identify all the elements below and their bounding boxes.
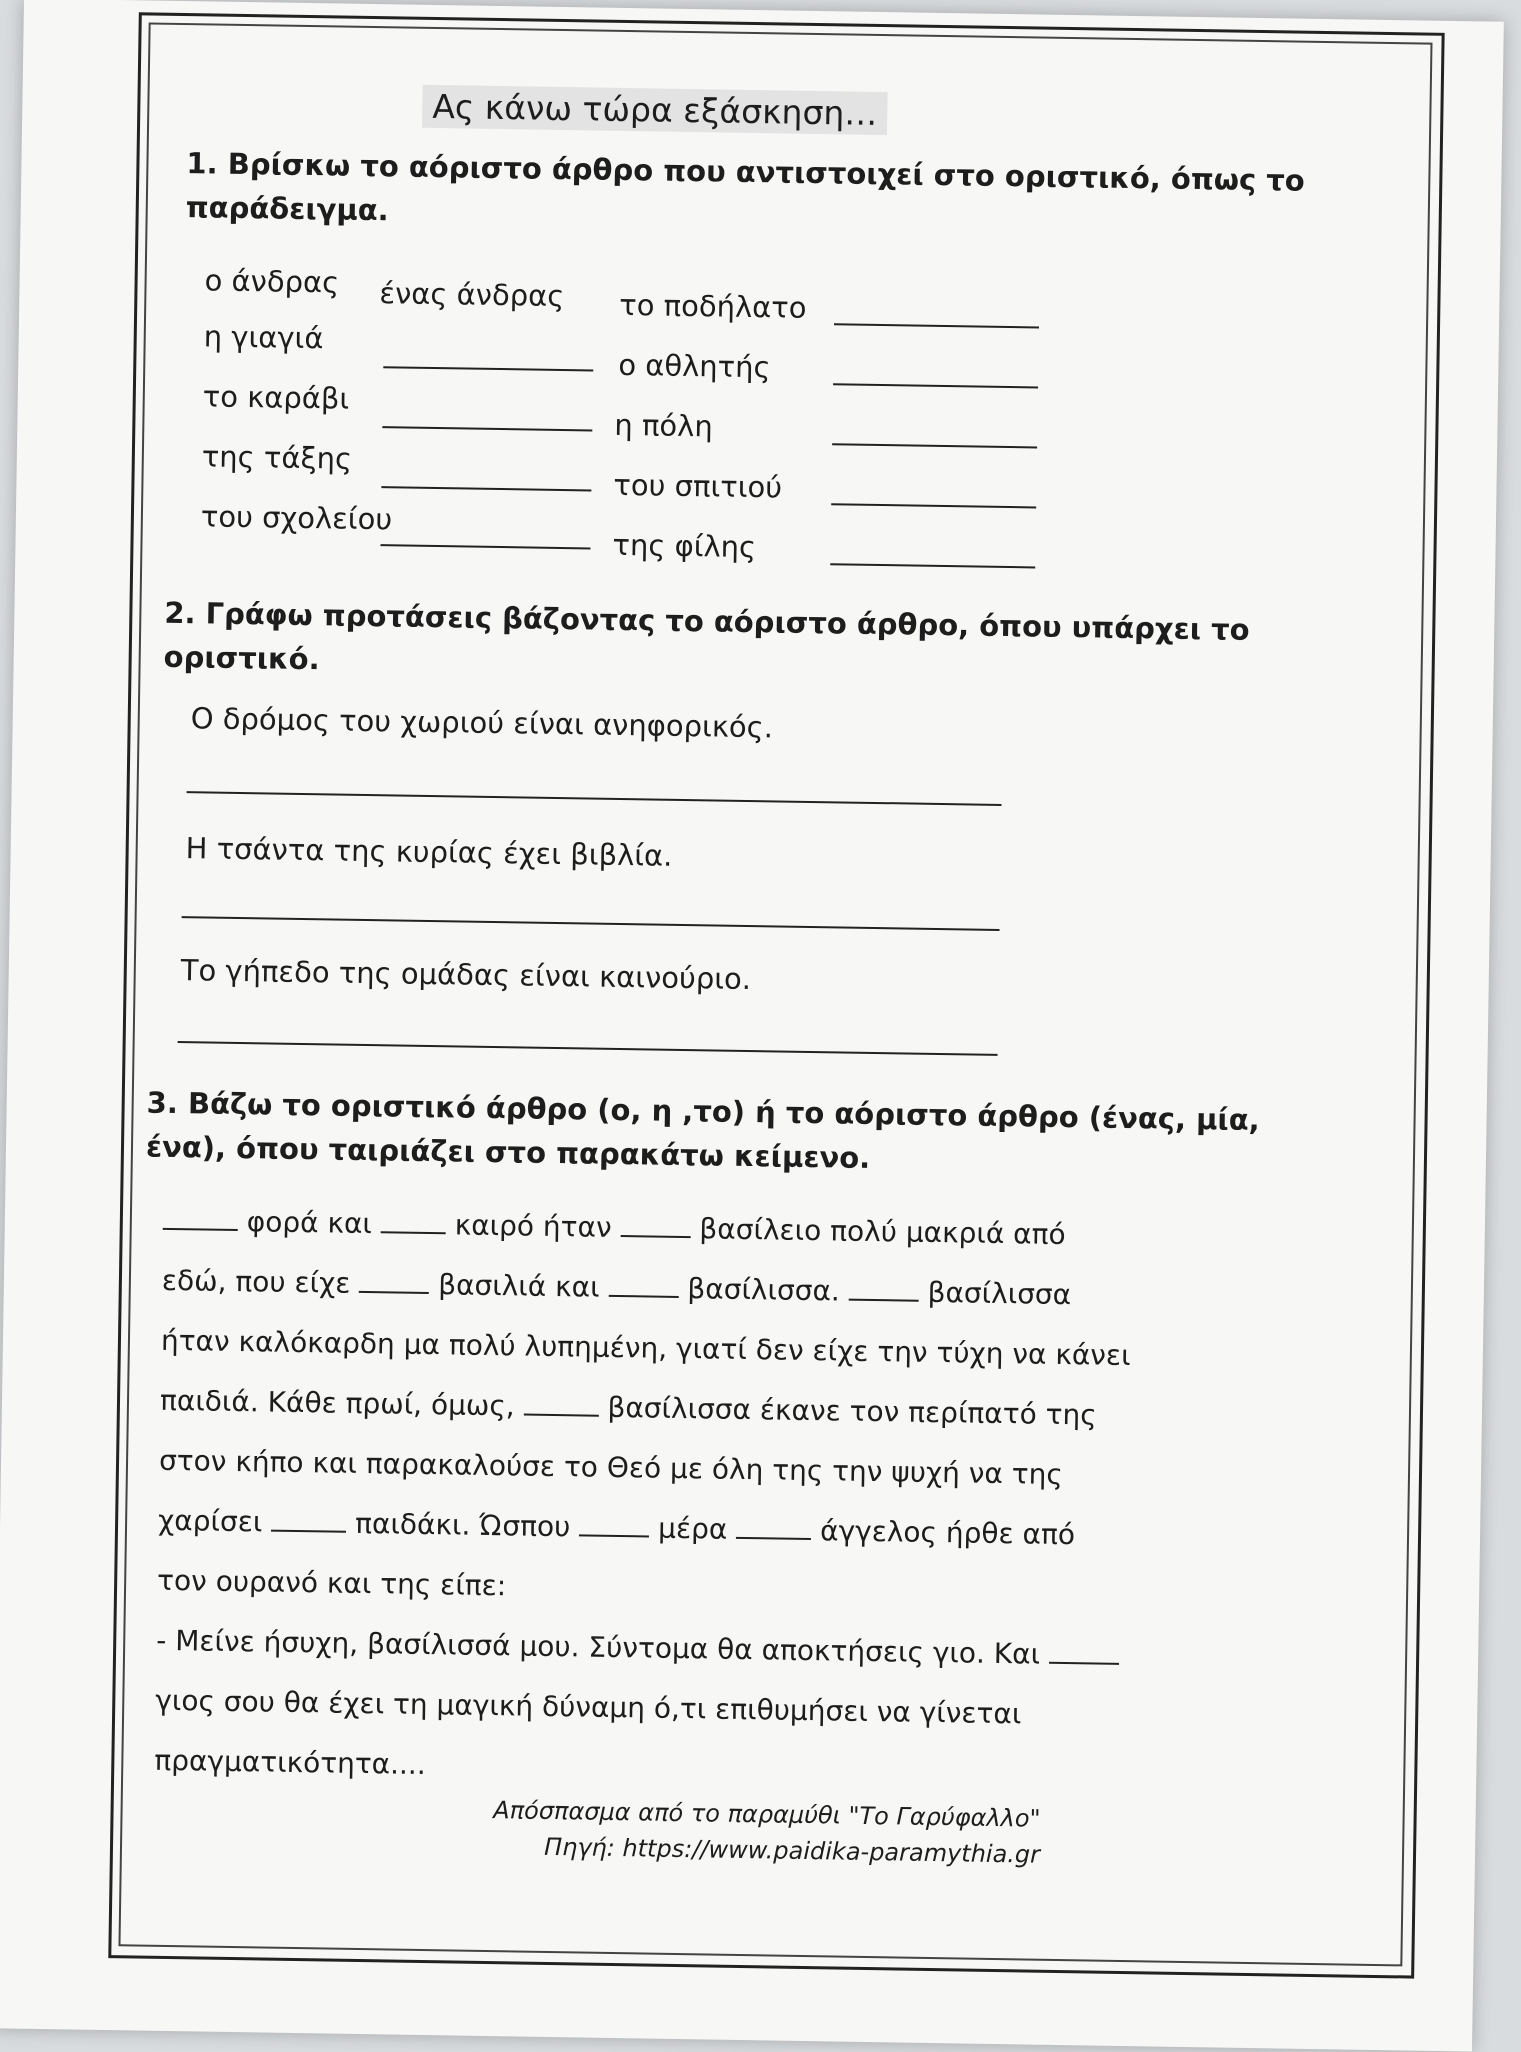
ex3-text-12: χαρίσει [157, 1503, 263, 1539]
ex3-blank-9[interactable] [579, 1512, 649, 1537]
ex3-blank-6[interactable] [849, 1277, 919, 1302]
ex3-text-15: άγγελος ήρθε από [819, 1514, 1076, 1552]
ex3-text-13: παιδάκι. Ώσπου [354, 1506, 571, 1544]
exercise-1-heading: 1. Βρίσκω το αόριστο άρθρο που αντιστοιχεί στο οριστικό, όπως το παράδειγμα. [185, 146, 1305, 228]
ex3-text-4: εδώ, που είχε [161, 1263, 351, 1300]
ex3-text-17: - Μείνε ήσυχη, βασίλισσά μου. Σύντομα θα αποκτήσεις γιο. Και [156, 1623, 1041, 1671]
ex3-text-14: μέρα [657, 1511, 728, 1546]
source-story: Απόσπασμα από το παραμύθι "Το Γαρύφαλλο" [493, 1796, 1041, 1833]
ex3-blank-3[interactable] [620, 1213, 690, 1238]
worksheet-title: Ας κάνω τώρα εξάσκηση… [422, 85, 888, 135]
ex3-blank-2[interactable] [381, 1209, 446, 1234]
ex3-line-7: τον ουρανό και της είπε: [156, 1563, 507, 1603]
exercise-3-heading: 3. Βάζω το οριστικό άρθρο (ο, η ,το) ή το αόριστο άρθρο (ένας, μία, ένα), όπου ταιριάζει στο παρακάτω κείμενο. [145, 1085, 1260, 1175]
ex3-paragraph [154, 1191, 1333, 1809]
ex3-blank-4[interactable] [359, 1269, 429, 1294]
ex3-text-7: βασίλισσα [927, 1275, 1072, 1312]
source-url: Πηγή: https://www.paidika-paramythia.gr [543, 1832, 1041, 1869]
ex3-line-3: ήταν καλόκαρδη μα πολύ λυπημένη, γιατί δεν είχε την τύχη να κάνει [160, 1323, 1131, 1373]
ex3-text-6: βασίλισσα. [687, 1272, 841, 1308]
ex3-line-5: στον κήπο και παρακαλούσε το Θεό με όλη της την ψυχή να της [158, 1443, 1064, 1491]
ex3-text-3: βασίλειο πολύ μακριά από [699, 1212, 1066, 1252]
ex1-word-8: η πόλη [614, 407, 714, 444]
ex3-line-10: πραγματικότητα.... [154, 1743, 427, 1782]
ex3-text-9: παιδιά. Κάθε πρωί, όμως, [159, 1383, 515, 1423]
ex3-blank-5[interactable] [608, 1273, 678, 1298]
ex3-blank-1[interactable] [163, 1206, 238, 1231]
ex1-word-9: του σπιτιού [613, 467, 783, 505]
ex1-word-4: της τάξης [201, 439, 353, 476]
ex1-word-5: του σχολείου [200, 499, 393, 537]
ex3-text-2: καιρό ήταν [454, 1208, 612, 1244]
ex3-text-1: φορά και [246, 1205, 373, 1241]
ex1-word-10: της φίλης [612, 527, 757, 565]
ex1-word-2: η γιαγιά [203, 319, 324, 356]
exercise-2-heading: 2. Γράφω προτάσεις βάζοντας το αόριστο άρθρο, όπου υπάρχει το οριστικό. [163, 595, 1250, 677]
ex1-word-6: το ποδήλατο [619, 287, 807, 325]
ex3-text-10: βασίλισσα έκανε τον περίπατό της [607, 1390, 1097, 1432]
ex3-blank-8[interactable] [271, 1508, 346, 1533]
ex3-line-9: γιος σου θα έχει τη μαγική δύναμη ό,τι επιθυμήσει να γίνεται [155, 1683, 1022, 1731]
ex2-sentence-3: Το γήπεδο της ομάδας είναι καινούριο. [180, 953, 752, 997]
ex2-sentence-1: Ο δρόμος του χωριού είναι ανηφορικός. [190, 701, 774, 745]
ex1-word-7: ο αθλητής [618, 347, 771, 385]
ex3-blank-10[interactable] [736, 1515, 811, 1540]
ex3-text-5: βασιλιά και [437, 1268, 600, 1304]
ex1-example-answer: ένας άνδρας [379, 276, 565, 314]
ex3-blank-11[interactable] [1049, 1640, 1119, 1665]
ex3-blank-7[interactable] [523, 1392, 598, 1417]
ex2-sentence-2: Η τσάντα της κυρίας έχει βιβλία. [185, 831, 673, 873]
ex1-word-1: ο άνδρας [204, 263, 340, 300]
ex1-word-3: το καράβι [202, 379, 350, 416]
